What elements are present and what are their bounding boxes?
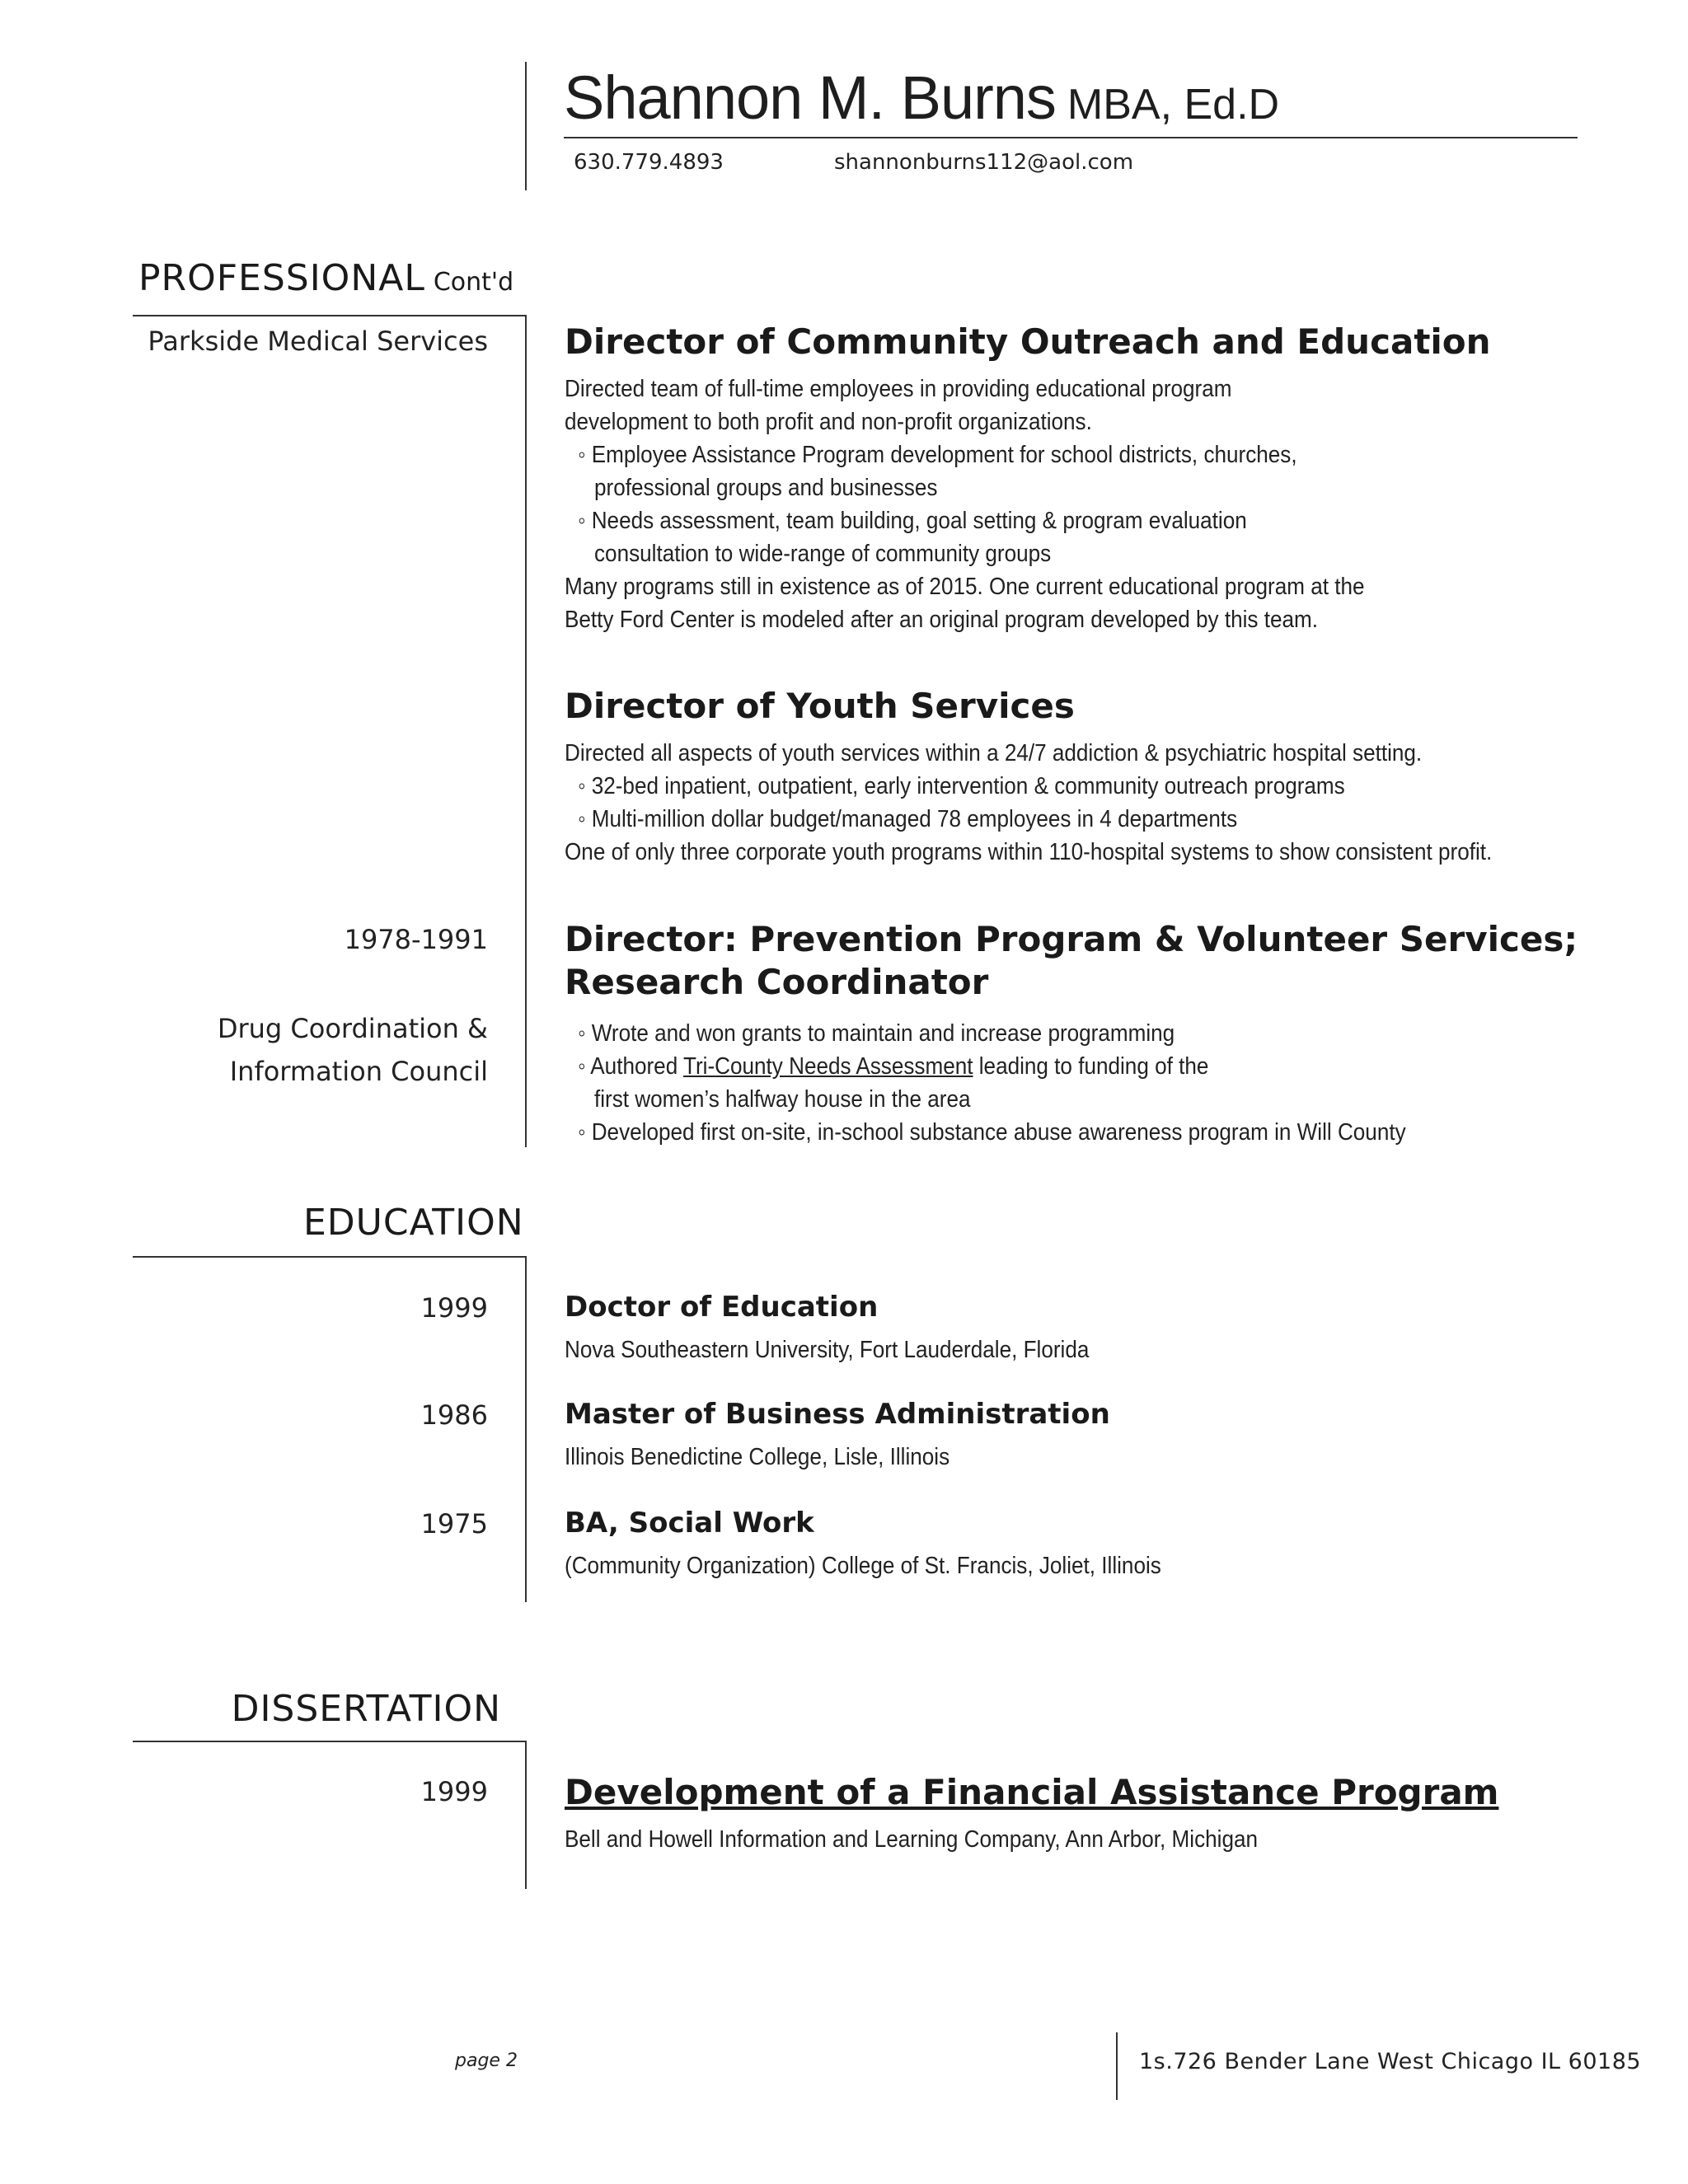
job3-bullet2	[565, 1050, 1406, 1083]
job2-bullet2: ◦ Multi-million dollar budget/managed 78 employees in 4 departments	[565, 803, 1492, 836]
professional-rule	[133, 315, 527, 316]
job-title-prevention-line1: Director: Prevention Program & Volunteer Services;	[565, 919, 1578, 959]
job-title-prevention-line2: Research Coordinator	[565, 962, 989, 1002]
job2-bullet1: ◦ 32-bed inpatient, outpatient, early intervention & community outreach programs	[565, 770, 1492, 803]
job-description-community-outreach	[565, 373, 1365, 636]
mailing-address: 1s.726 Bender Lane West Chicago IL 60185	[1139, 2049, 1642, 2074]
edu-degree-2: Master of Business Administration	[565, 1398, 1110, 1431]
job-description-youth-services	[565, 737, 1492, 869]
job3-bullet2-prefix: Authored	[590, 1053, 683, 1080]
credentials: MBA, Ed.D	[1067, 81, 1280, 129]
edu-school-3: (Community Organization) College of St. Francis, Joliet, Illinois	[565, 1553, 1161, 1579]
header-rule	[564, 137, 1578, 138]
job3-bullet1: ◦ Wrote and won grants to maintain and increase programming	[565, 1017, 1406, 1050]
section-title-professional	[138, 257, 513, 299]
job-description-prevention	[565, 1017, 1406, 1149]
years-drug-council: 1978-1991	[344, 924, 488, 955]
page-number: page 2	[455, 2050, 518, 2071]
edu-degree-3: BA, Social Work	[565, 1507, 814, 1540]
footer-divider	[1116, 2032, 1118, 2100]
job1-intro-line1: Directed team of full-time employees in providing educational program	[565, 376, 1232, 402]
job3-bullet2-cont: first women’s halfway house in the area	[594, 1086, 971, 1113]
dissertation-rule	[133, 1741, 527, 1742]
edu-year-1: 1999	[420, 1292, 488, 1324]
email-address: shannonburns112@aol.com	[834, 150, 1134, 175]
professional-heading: PROFESSIONAL	[138, 257, 425, 299]
tri-county-assessment-title: Tri-County Needs Assessment	[682, 1053, 973, 1080]
job3-bullet2-suffix: leading to funding of the	[973, 1053, 1209, 1080]
dissertation-title: Development of a Financial Assistance Program	[565, 1772, 1499, 1812]
dissertation-publisher: Bell and Howell Information and Learning Company, Ann Arbor, Michigan	[565, 1826, 1259, 1853]
employer-drug-council-line2: Information Council	[229, 1056, 488, 1087]
job1-bullet1-cont: professional groups and businesses	[594, 475, 938, 501]
job-title-youth-services: Director of Youth Services	[565, 686, 1075, 726]
edu-year-3: 1975	[420, 1508, 488, 1540]
employer-parkside: Parkside Medical Services	[148, 326, 488, 357]
employer-drug-council-line1: Drug Coordination &	[217, 1013, 488, 1044]
education-divider	[525, 1256, 527, 1602]
education-rule	[133, 1256, 527, 1258]
header-divider	[525, 62, 527, 190]
job2-intro: Directed all aspects of youth services within a 24/7 addiction & psychiatric hospital setting.	[565, 740, 1423, 766]
job1-outro-line1: Many programs still in existence as of 2015. One current educational program at the	[565, 574, 1365, 600]
edu-school-2: Illinois Benedictine College, Lisle, Illinois	[565, 1444, 950, 1470]
phone-number: 630.779.4893	[574, 150, 724, 175]
section-title-dissertation: DISSERTATION	[231, 1688, 501, 1730]
job1-bullet2: ◦ Needs assessment, team building, goal setting & program evaluation	[565, 504, 1365, 537]
job1-bullet1: ◦ Employee Assistance Program development for school districts, churches,	[565, 438, 1365, 471]
job1-intro-line2: development to both profit and non-profit organizations.	[565, 409, 1092, 435]
job3-bullet3: ◦ Developed first on-site, in-school substance abuse awareness program in Will County	[565, 1116, 1406, 1149]
job2-outro: One of only three corporate youth programs within 110-hospital systems to show consistent profit.	[565, 839, 1493, 865]
professional-divider	[525, 315, 527, 1147]
job1-bullet2-cont: consultation to wide-range of community groups	[594, 541, 1052, 567]
dissertation-year: 1999	[420, 1776, 488, 1807]
dissertation-divider	[525, 1741, 527, 1889]
edu-degree-1: Doctor of Education	[565, 1291, 879, 1324]
job1-outro-line2: Betty Ford Center is modeled after an original program developed by this team.	[565, 607, 1318, 633]
edu-school-1: Nova Southeastern University, Fort Lauderdale, Florida	[565, 1337, 1090, 1363]
resume-name	[564, 63, 1279, 133]
edu-year-2: 1986	[420, 1399, 488, 1431]
section-title-education: EDUCATION	[303, 1202, 524, 1244]
job-title-community-outreach: Director of Community Outreach and Education	[565, 321, 1491, 362]
full-name: Shannon M. Burns	[564, 63, 1056, 132]
professional-subtitle: Cont'd	[433, 268, 514, 297]
